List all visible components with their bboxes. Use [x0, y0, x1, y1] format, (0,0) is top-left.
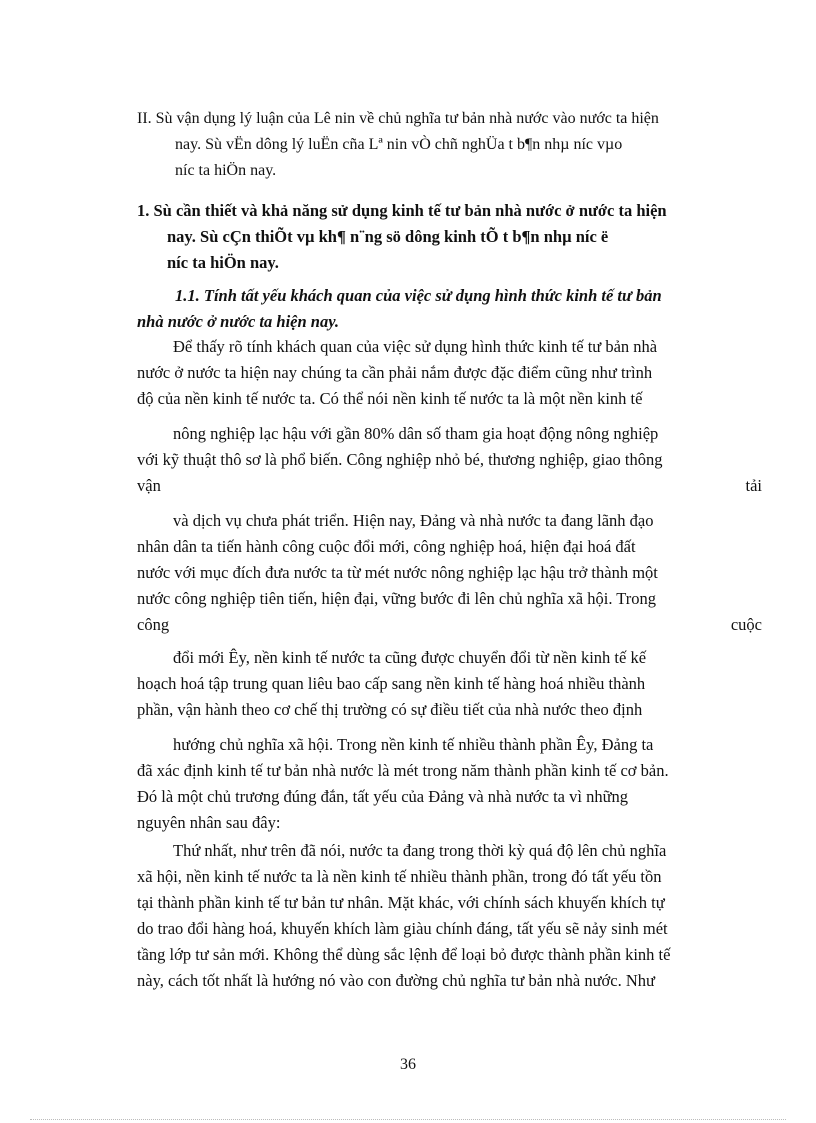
paragraph-6 — [137, 838, 762, 994]
text-word: vận — [137, 476, 161, 495]
section-heading-ii — [137, 106, 762, 184]
heading-line: nhà nước ở nước ta hiện nay. — [137, 312, 340, 331]
text-line: nước công nghiệp tiên tiến, hiện đại, vững bước đi lên chủ nghĩa xã hội. Trong — [137, 589, 657, 608]
paragraph-1 — [137, 334, 762, 412]
heading-line: 1.1. Tính tất yếu khách quan của việc sử dụng hình thức kinh tế tư bản — [175, 286, 662, 305]
heading-line: níc ta hiÖn nay. — [175, 162, 277, 179]
paragraph-2 — [137, 421, 762, 499]
heading-line: nay. Sù cÇn thiÕt vµ kh¶ n¨ng sö dông kinh tÕ t b¶n nhµ níc ë — [167, 227, 609, 246]
text-line: và dịch vụ chưa phát triển. Hiện nay, Đảng và nhà nước ta đang lãnh đạo — [173, 511, 654, 530]
text-line: này, cách tốt nhất là hướng nó vào con đường chủ nghĩa tư bản nhà nước. Như — [137, 971, 655, 990]
page-boundary-divider — [30, 1119, 786, 1120]
text-line: độ của nền kinh tế nước ta. Có thể nói nền kinh tế nước ta là một nền kinh tế — [137, 389, 643, 408]
text-line: tại thành phần kinh tế tư bản tư nhân. Mặt khác, với chính sách khuyến khích tự — [137, 893, 665, 912]
text-line: với kỹ thuật thô sơ là phổ biến. Công nghiệp nhỏ bé, thương nghiệp, giao thông — [137, 450, 663, 469]
page-number: 36 — [400, 1056, 416, 1073]
paragraph-3 — [137, 508, 762, 638]
heading-line: nay. Sù vËn dông lý luËn cña Lª nin vÒ chñ nghÜa t b¶n nhµ níc vµo — [175, 136, 623, 153]
text-line: Thứ nhất, như trên đã nói, nước ta đang trong thời kỳ quá độ lên chủ nghĩa — [173, 841, 667, 860]
paragraph-4 — [137, 645, 762, 723]
paragraph-5 — [137, 732, 762, 836]
text-line: nhân dân ta tiến hành công cuộc đổi mới, công nghiệp hoá, hiện đại hoá đất — [137, 537, 636, 556]
section-heading-1 — [137, 198, 762, 276]
text-word: cuộc — [730, 615, 762, 634]
text-word: tải — [745, 476, 762, 495]
text-line: hướng chủ nghĩa xã hội. Trong nền kinh tế nhiều thành phần Êy, Đảng ta — [173, 735, 654, 754]
text-line: tầng lớp tư sản mới. Không thể dùng sắc lệnh để loại bỏ được thành phần kinh tế — [137, 945, 671, 964]
text-line: nước với mục đích đưa nước ta từ mét nước nông nghiệp lạc hậu trở thành một — [137, 563, 658, 582]
text-line: đổi mới Êy, nền kinh tế nước ta cũng được chuyển đổi từ nền kinh tế kế — [173, 648, 647, 667]
text-word: công — [137, 615, 170, 634]
text-line: đã xác định kinh tế tư bản nhà nước là mét trong năm thành phần kinh tế cơ bản. — [137, 761, 669, 780]
text-line: Để thấy rõ tính khách quan của việc sử dụng hình thức kinh tế tư bản nhà — [173, 337, 658, 356]
text-line: Đó là một chủ trương đúng đắn, tất yếu của Đảng và nhà nước ta vì những — [137, 787, 629, 806]
text-line: nông nghiệp lạc hậu với gần 80% dân số tham gia hoạt động nông nghiệp — [173, 424, 659, 443]
text-line: phần, vận hành theo cơ chế thị trường có sự điều tiết của nhà nước theo định — [137, 700, 643, 719]
text-line — [137, 612, 762, 638]
heading-line: II. Sù vận dụng lý luận của Lê nin về chủ nghĩa tư bản nhà nước vào nước ta hiện — [137, 110, 659, 127]
text-line: nước ở nước ta hiện nay chúng ta cần phải nắm được đặc điểm cũng như trình — [137, 363, 653, 382]
text-line — [137, 473, 762, 499]
subsection-heading-1-1 — [137, 283, 762, 335]
heading-line: 1. Sù cần thiết và khả năng sử dụng kinh tế tư bản nhà nước ở nước ta hiện — [137, 201, 667, 220]
text-line: nguyên nhân sau đây: — [137, 813, 281, 832]
text-line: xã hội, nền kinh tế nước ta là nền kinh tế nhiều thành phần, trong đó tất yếu tồn — [137, 867, 662, 886]
heading-line: níc ta hiÖn nay. — [167, 253, 279, 272]
text-line: do trao đổi hàng hoá, khuyến khích làm giàu chính đáng, tất yếu sẽ nảy sinh mét — [137, 919, 668, 938]
text-line: hoạch hoá tập trung quan liêu bao cấp sang nền kinh tế hàng hoá nhiều thành — [137, 674, 646, 693]
